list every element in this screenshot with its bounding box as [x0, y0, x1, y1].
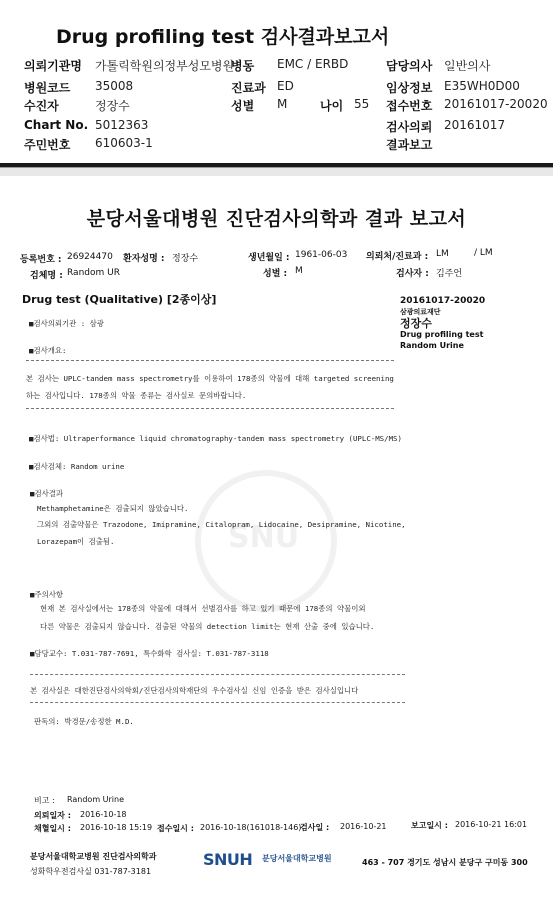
- stamp-test: Drug profiling test: [400, 330, 484, 339]
- overview-line-1: 본 검사는 UPLC-tandem mass spectrometry를 이용하여 178종의 약물에 대해 targeted screening: [26, 374, 394, 383]
- field-value-chart-no: 5012363: [95, 118, 149, 132]
- patient-name-label: 환자성명 :: [123, 254, 165, 264]
- dashed-rule-3: [30, 674, 405, 675]
- overview-line-2: 하는 검사입니다. 178종의 약물 종류는 검사실로 문의바랍니다.: [26, 391, 247, 400]
- field-value-department: ED: [277, 79, 294, 93]
- examiner-label: 검사자 :: [396, 269, 429, 279]
- field-value-age: 55: [354, 97, 370, 111]
- field-value-resident-no: 610603-1: [95, 136, 153, 150]
- snu-watermark-text: SNU: [228, 520, 300, 555]
- sex-label: 성별 :: [263, 269, 288, 279]
- footer-dept: 분당서울대학교병원 진단검사의학과: [30, 852, 157, 861]
- coll-date-value: 2016-10-18 15:19: [80, 823, 153, 832]
- snuh-logo-subtitle: 분당서울대학교병원: [262, 854, 332, 863]
- field-label-resident-no: 주민번호: [24, 138, 71, 152]
- field-label-doctor: 담당의사: [386, 59, 433, 73]
- dept-value: LM: [436, 249, 449, 259]
- section-specimen: ■검사검체: Random urine: [29, 462, 125, 471]
- field-label-department: 진료과: [231, 81, 266, 95]
- field-value-patient: 정장수: [95, 99, 130, 113]
- field-value-hospital-code: 35008: [95, 79, 134, 93]
- field-label-patient: 수진자: [24, 99, 59, 113]
- recv-date-value: 2016-10-18(161018-146): [200, 823, 302, 832]
- remark-label: 비고 :: [34, 796, 55, 805]
- stamp-lab: 삼광의료재단: [400, 308, 441, 316]
- sex-value: M: [295, 266, 303, 276]
- footer-address: 463 - 707 경기도 성남시 분당구 구미동 300: [362, 858, 528, 867]
- section-agency: ■검사의뢰기관 : 삼광: [29, 319, 104, 328]
- test-date-value: 2016-10-21: [340, 822, 387, 831]
- section-notes: ■주의사항: [30, 590, 64, 599]
- report-title: 분당서울대병원 진단검사의학과 결과 보고서: [86, 208, 467, 230]
- dob-label: 생년월일 :: [248, 253, 290, 263]
- section-contact: ■담당교수: T.031-787-7691, 특수화학 검사실: T.031-787-3118: [30, 649, 269, 658]
- coll-date-label: 채혈일시 :: [34, 824, 71, 833]
- section-overview: ■검사개요:: [29, 346, 67, 355]
- dept-value-2: / LM: [474, 248, 493, 258]
- field-value-request-date: 20161017: [444, 118, 506, 132]
- dept-label: 의뢰처/진료과 :: [366, 252, 429, 262]
- field-value-doctor: 일반의사: [444, 59, 491, 73]
- test-name: Drug test (Qualitative) [2종이상]: [22, 293, 217, 306]
- notes-line-1: 현재 본 검사실에서는 178종의 약물에 대해서 선별검사를 하고 있기 때문에 178종의 약물이외: [40, 604, 366, 613]
- examiner-value: 김주언: [436, 269, 463, 279]
- dashed-rule-4: [30, 702, 405, 703]
- field-label-ward: 병동: [231, 59, 255, 73]
- dashed-rule-1: [26, 360, 394, 361]
- scan-edge: [0, 168, 553, 176]
- reg-no-label: 등록번호 :: [20, 255, 62, 265]
- reader: 판독의: 박경문/송정한 M.D.: [34, 717, 134, 726]
- notes-line-2: 다른 약물은 검출되지 않습니다. 검출된 약물의 detection limit는 현재 산출 중에 있습니다.: [40, 622, 375, 631]
- footer-contact: 성화학우전검사실 031-787-3181: [30, 867, 152, 876]
- field-value-sex: M: [277, 97, 288, 111]
- specimen-name-value: Random UR: [67, 268, 120, 278]
- field-label-institution: 의뢰기관명: [24, 59, 82, 73]
- field-label-request-date: 검사의뢰: [386, 120, 433, 134]
- dob-value: 1961-06-03: [295, 250, 348, 260]
- field-label-receipt-no: 접수번호: [386, 99, 433, 113]
- result-line-3: Lorazepam이 검출됨.: [37, 537, 115, 546]
- reg-no-value: 26924470: [67, 252, 113, 262]
- field-label-chart-no: Chart No.: [24, 118, 89, 132]
- recv-date-label: 접수일시 :: [157, 824, 194, 833]
- req-date-label: 의뢰일자 :: [34, 811, 71, 820]
- result-line-1: Methamphetamine은 검출되지 않았습니다.: [37, 504, 189, 513]
- remark-value: Random Urine: [67, 795, 125, 804]
- result-line-2: 그외의 검출약물은 Trazodone, Imipramine, Citalopram, Lidocaine, Desipramine, Nicotine,: [37, 520, 406, 529]
- section-method: ■검사법: Ultraperformance liquid chromatography-tandem mass spectrometry (UPLC-MS/MS): [29, 434, 402, 443]
- stamp-patient-name: 정장수: [400, 317, 432, 330]
- report-date-label: 보고일시 :: [411, 821, 448, 830]
- page-title: Drug profiling test 검사결과보고서: [56, 26, 390, 48]
- field-label-age: 나이: [320, 99, 344, 113]
- req-date-value: 2016-10-18: [80, 810, 127, 819]
- field-label-result-report: 결과보고: [386, 138, 433, 152]
- field-label-sex: 성별: [231, 99, 255, 113]
- snuh-logo: SNUH: [203, 850, 253, 869]
- field-value-institution: 가톨릭학원의정부성모병원: [95, 59, 235, 73]
- stamp-receipt-no: 20161017-20020: [400, 296, 486, 306]
- dashed-rule-2: [26, 408, 394, 409]
- field-value-clinical-info: E35WH0D00: [444, 79, 520, 93]
- test-date-label: 검사일 :: [300, 823, 330, 832]
- field-label-hospital-code: 병원코드: [24, 81, 71, 95]
- specimen-name-label: 검체명 :: [30, 271, 63, 281]
- report-date-value: 2016-10-21 16:01: [455, 820, 528, 829]
- field-value-receipt-no: 20161017-20020: [444, 97, 548, 111]
- specimen-stamp: [400, 296, 485, 351]
- patient-name-value: 정장수: [172, 254, 199, 264]
- stamp-specimen: Random Urine: [400, 341, 464, 350]
- certification: 본 검사실은 대한진단검사의학회/진단검사의학재단의 우수검사실 신임 인증을 받은 검사실입니다: [30, 686, 359, 695]
- field-label-clinical-info: 임상정보: [386, 81, 433, 95]
- section-result: ■검사결과: [30, 489, 64, 498]
- field-value-ward: EMC / ERBD: [277, 57, 349, 71]
